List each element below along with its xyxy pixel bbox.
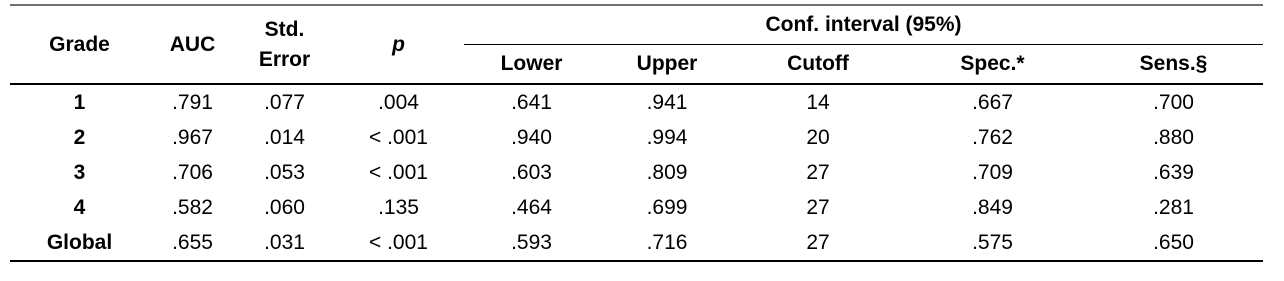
std-error-cell: .031 (236, 225, 333, 261)
std-error-header (236, 6, 333, 84)
std-error-cell: .077 (264, 90, 305, 114)
upper-cell: .994 (646, 125, 688, 149)
roc-results-table (10, 6, 1263, 262)
grade-cell: 2 (73, 125, 86, 149)
spec-cell: .575 (901, 225, 1084, 261)
lower-cell: .593 (464, 225, 599, 261)
spec-header: Spec.* (901, 45, 1084, 85)
table-header (10, 6, 1263, 84)
std-error-header-line2: Error (258, 47, 311, 71)
upper-header: Upper (599, 45, 735, 85)
table-row (10, 84, 1263, 120)
lower-cell: .940 (511, 125, 552, 149)
p-value-cell: < .001 (333, 225, 464, 261)
sens-cell: .880 (1153, 125, 1194, 149)
auc-cell: .655 (149, 225, 236, 261)
cutoff-cell: 27 (806, 160, 830, 184)
auc-header: AUC (149, 6, 236, 84)
cutoff-cell: 20 (806, 125, 830, 149)
std-error-header-line1: Std. (264, 17, 305, 41)
table-body (10, 84, 1263, 261)
spec-cell: .849 (972, 195, 1013, 219)
table-row (10, 120, 1263, 155)
sens-header: Sens.§ (1084, 45, 1263, 85)
upper-cell: .941 (646, 90, 688, 114)
lower-header: Lower (464, 45, 599, 85)
table-row (10, 225, 1263, 261)
sens-cell: .281 (1153, 195, 1194, 219)
grade-cell: Global (10, 225, 149, 261)
cutoff-header: Cutoff (735, 45, 901, 85)
lower-cell: .641 (511, 90, 552, 114)
p-value-cell: < .001 (369, 125, 428, 149)
table-row (10, 190, 1263, 225)
std-error-cell: .053 (264, 160, 305, 184)
spec-cell: .762 (972, 125, 1013, 149)
cutoff-cell: 27 (735, 225, 901, 261)
header-row-1 (10, 6, 1263, 45)
grade-cell: 4 (73, 195, 86, 219)
lower-cell: .603 (511, 160, 552, 184)
p-value-cell: .135 (378, 195, 419, 219)
grade-cell: 3 (73, 160, 86, 184)
std-error-cell: .060 (264, 195, 305, 219)
grade-cell: 1 (73, 90, 86, 114)
conf-interval-group-header: Conf. interval (95%) (464, 6, 1263, 45)
sens-cell: .639 (1153, 160, 1194, 184)
spec-cell: .667 (972, 90, 1013, 114)
spec-cell: .709 (972, 160, 1013, 184)
auc-cell: .582 (172, 195, 213, 219)
auc-cell: .967 (172, 125, 213, 149)
grade-header: Grade (10, 6, 149, 84)
upper-cell: .809 (646, 160, 688, 184)
lower-cell: .464 (511, 195, 552, 219)
cutoff-cell: 27 (806, 195, 830, 219)
p-value-header: p (333, 6, 464, 84)
auc-cell: .791 (172, 90, 213, 114)
p-value-cell: .004 (378, 90, 419, 114)
upper-cell: .716 (599, 225, 735, 261)
cutoff-cell: 14 (806, 90, 830, 114)
upper-cell: .699 (646, 195, 688, 219)
table-row (10, 155, 1263, 190)
sens-cell: .650 (1084, 225, 1263, 261)
sens-cell: .700 (1153, 90, 1194, 114)
p-value-cell: < .001 (369, 160, 428, 184)
auc-cell: .706 (172, 160, 213, 184)
std-error-cell: .014 (264, 125, 305, 149)
